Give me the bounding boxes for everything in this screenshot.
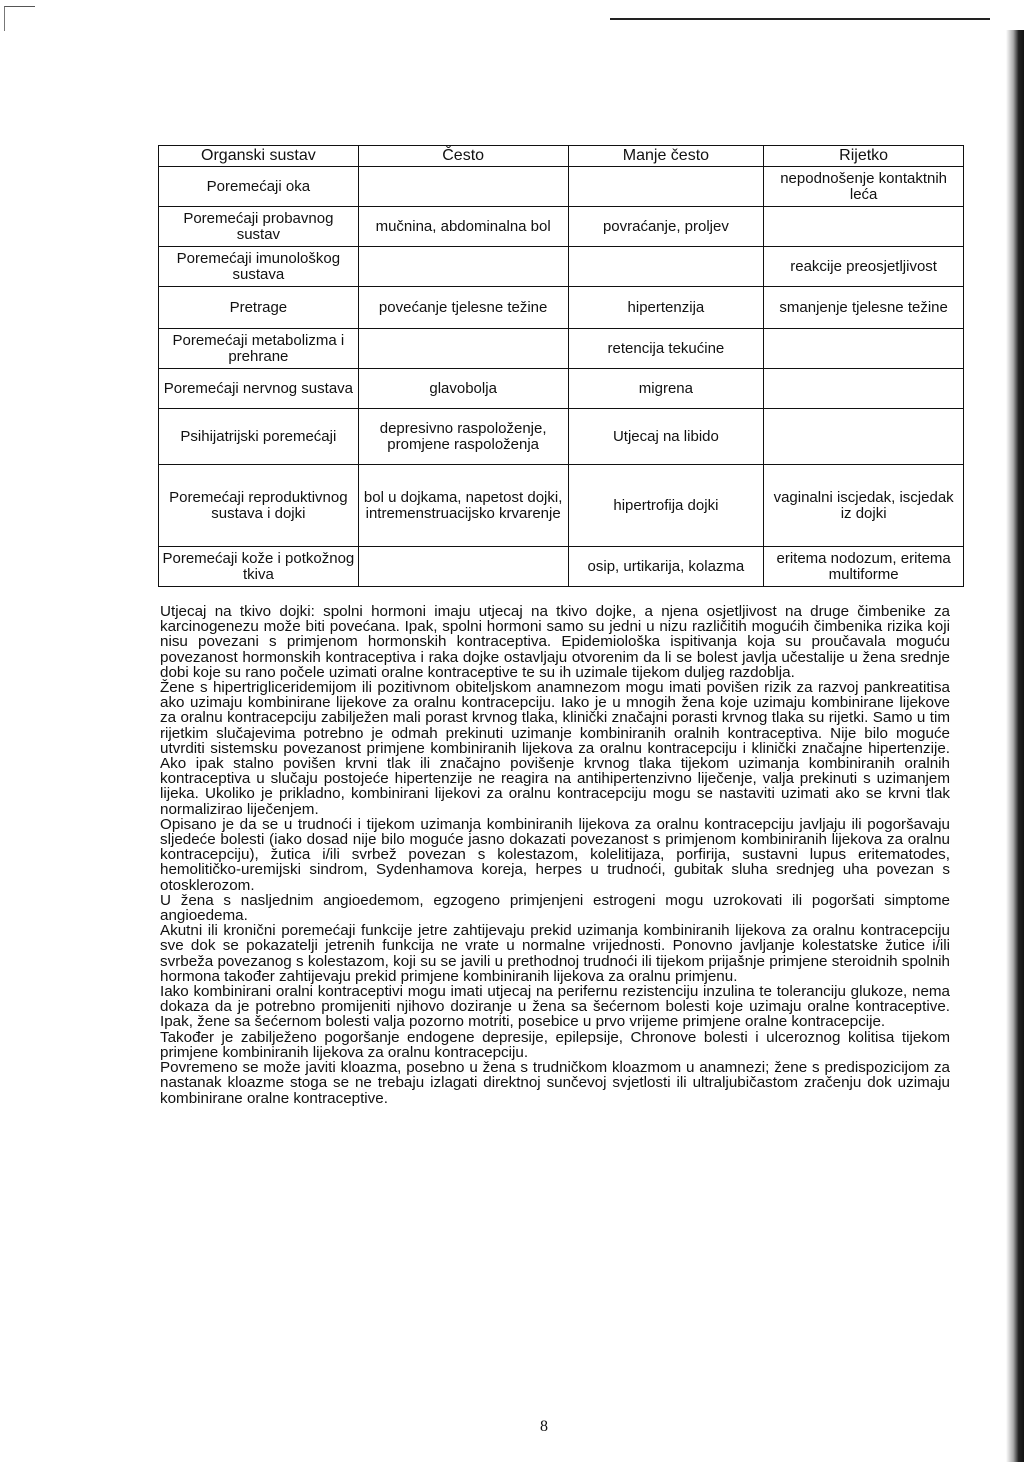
body-text [160,604,950,1106]
cell-less-often: retencija tekućine [568,329,764,369]
table-row [159,167,964,207]
cell-rare [764,409,964,465]
cell-often [358,167,568,207]
paragraph-glucose-tolerance: Iako kombinirani oralni kontraceptivi mogu imati utjecaj na perifernu rezistenciju inzulina te toleranciju glukoze, nema dokaza da je potrebno promijeniti njihovo doziranje u žena sa šećernom bolesti koje uzimaju oralne kontraceptive. Ipak, žene sa šećernom bolesti valja pozorno motriti, posebice u prvo vrijeme primjene oralne kontracepcije. [160,983,950,1031]
table-header-row [159,146,964,167]
table-row [159,465,964,547]
cell-often: glavobolja [358,369,568,409]
header-rare: Rijetko [764,146,964,167]
table-row [159,369,964,409]
cell-often [358,247,568,287]
paragraph-depression: Također je zabilježeno pogoršanje endogene depresije, epilepsije, Chronove bolesti i ulceroznog kolitisa tijekom primjene kombiniranih lijekova za oralnu kontracepciju. [160,1028,950,1061]
cell-less-often [568,247,764,287]
cell-rare: vaginalni iscjedak, iscjedak iz dojki [764,465,964,547]
table-row [159,409,964,465]
table-row [159,329,964,369]
cell-less-often [568,167,764,207]
cell-less-often: povraćanje, proljev [568,207,764,247]
paragraph-hypertension: Žene s hipertrigliceridemijom ili pozitivnom obiteljskom anamnezom mogu imati povišen rizik za razvoj pankreatitisa ako uzimaju kombinirane lijekove za oralnu kontracepciju. Iako je u mnogih žena koje uzimaju kombinirane lijekove za oralnu kontracepciju zabilježen mali porast krvnog tlaka, klinički značajni porasti krvnog tlaka su rijetki. Samo u tim rijetkim slučajevima potrebno je odmah prekinuti uzimanje kombiniranih oralnih kontraceptiva. Nije bilo moguće utvrditi sistemsku povezanost primjene kombiniranih lijekova za oralnu kontracepciju i klinički značajne hipertenzije. Ako ipak stalno povišen krvni tlak ili značajno povišenje krvnog tlaka tijekom uzimanja kombiniranih oralnih kontraceptiva u slučaju postojeće hipertenzije ne reagira na antihipertenzivno liječenje, valja prekinuti s uzimanjem lijeka. Ukoliko je prikladno, kombinirani lijekovi za oralnu kontracepciju mogu se nastaviti uzimati ako se krvni tlak normalizirao liječenjem. [160,679,950,818]
cell-rare [764,369,964,409]
adverse-effects-table [158,145,964,587]
table-row [159,547,964,587]
header-organ-system: Organski sustav [159,146,359,167]
cell-system: Poremećaji imunološkog sustava [159,247,359,287]
cell-often [358,547,568,587]
cell-less-often: hipertrofija dojki [568,465,764,547]
cell-system: Psihijatrijski poremećaji [159,409,359,465]
cell-system: Poremećaji reproduktivnog sustava i dojki [159,465,359,547]
header-often: Često [358,146,568,167]
cell-rare [764,207,964,247]
cell-system: Poremećaji kože i potkožnog tkiva [159,547,359,587]
cell-system: Poremećaji probavnog sustav [159,207,359,247]
cell-less-often: Utjecaj na libido [568,409,764,465]
cell-system: Pretrage [159,287,359,329]
cell-rare [764,329,964,369]
table-row [159,247,964,287]
cell-rare: reakcije preosjetljivost [764,247,964,287]
paragraph-liver-function: Akutni ili kronični poremećaji funkcije jetre zahtijevaju prekid uzimanja kombiniranih lijekova za oralnu kontracepciju sve dok se pokazatelji jetrenih funkcija ne vrate u normalne vrijednosti. Ponovno javljanje kolestatske žutice i/ili svrbeža povezanog s kolestazom, koji su se javili u prethodnoj trudnoći ili tijekom prijašnje primjene steroidnih spolnih hormona također zahtijevaju prekid primjene kombiniranih lijekova za oralnu primjenu. [160,922,950,985]
cell-rare: nepodnošenje kontaktnih leća [764,167,964,207]
cell-often: mučnina, abdominalna bol [358,207,568,247]
paragraph-pregnancy-diseases: Opisano je da se u trudnoći i tijekom uzimanja kombiniranih lijekova za oralnu kontracepciju javljaju ili pogoršavaju sljedeće bolesti (iako dosad nije bilo moguće jasno dokazati povezanost s primjenom kombiniranih lijekova za oralnu kontracepciju), žutica i/ili svrbež povezan s kolestazom, kolelitijaza, porfirija, sustavni lupus eritematodes, hemolitičko-uremijski sindrom, Sydenhamova koreja, herpes u trudnoći, gubitak sluha srednjeg uha povezan s otosklerozom. [160,815,950,894]
cell-often: depresivno raspoloženje, promjene raspoloženja [358,409,568,465]
scan-top-rule [610,18,990,20]
cell-rare: smanjenje tjelesne težine [764,287,964,329]
paragraph-breast-tissue: Utjecaj na tkivo dojki: spolni hormoni imaju utjecaj na tkivo dojke, a njena osjetljivost na druge čimbenike za karcinogenezu može biti povećana. Ipak, spolni hormoni samo su jedni u nizu različitih mogućih čimbenika rizika koji nisu povezani s primjenom hormonskih kontraceptiva. Epidemiološka ispitivanja koja su proučavala moguću povezanost hormonskih kontraceptiva i raka dojke ostavljaju otvorenim da li se bolest javlja učestalije u žena srednje dobi koje su rano počele uzimati oralne kontraceptive te su ih uzimale tijekom duljeg razdoblja. [160,603,950,681]
scan-right-edge [1006,30,1024,1462]
cell-system: Poremećaji oka [159,167,359,207]
paragraph-chloasma: Povremeno se može javiti kloazma, posebno u žena s trudničkom kloazmom u anamnezi; žene s predispozicijom za nastanak kloazme stoga se ne trebaju izlagati direktnoj sunčevoj svjetlosti ili ultraljubičastom zračenju dok uzimaju kombinirane oralne kontraceptive. [160,1059,950,1107]
scan-corner-mark [4,6,35,31]
cell-often: povećanje tjelesne težine [358,287,568,329]
paragraph-angioedema: U žena s nasljednim angioedemom, egzogeno primjenjeni estrogeni mogu uzrokovati ili pogoršati simptome angioedema. [160,891,950,925]
cell-rare: eritema nodozum, eritema multiforme [764,547,964,587]
table-row [159,207,964,247]
page-number: 8 [540,1418,548,1435]
cell-system: Poremećaji metabolizma i prehrane [159,329,359,369]
cell-less-often: migrena [568,369,764,409]
cell-often [358,329,568,369]
cell-less-often: osip, urtikarija, kolazma [568,547,764,587]
cell-system: Poremećaji nervnog sustava [159,369,359,409]
cell-often: bol u dojkama, napetost dojki, intremenstruacijsko krvarenje [358,465,568,547]
header-less-often: Manje često [568,146,764,167]
cell-less-often: hipertenzija [568,287,764,329]
table-row [159,287,964,329]
